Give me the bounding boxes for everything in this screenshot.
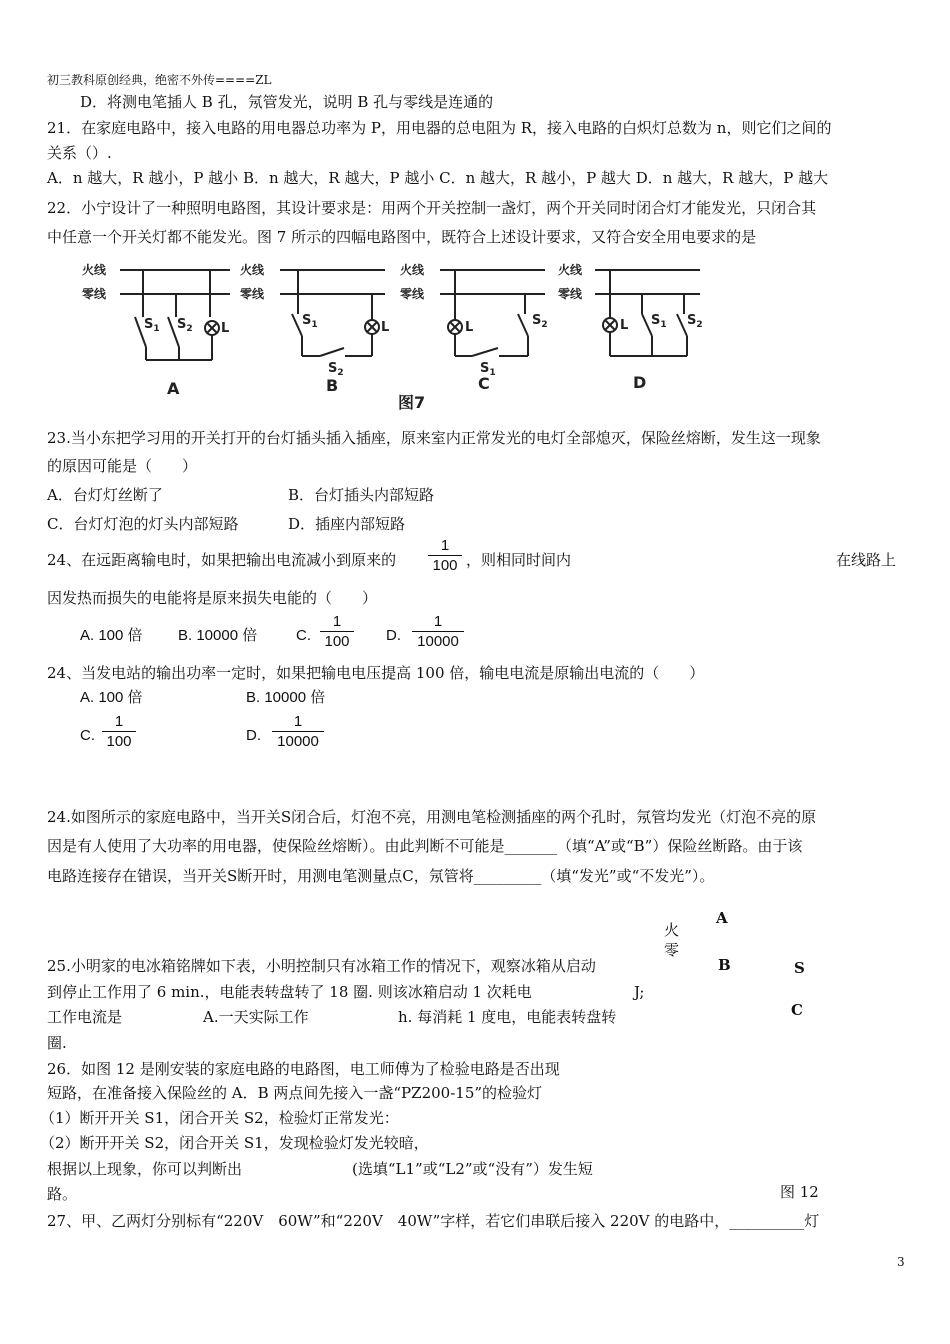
live-wire-label-b: 火线 — [240, 263, 265, 277]
q24c-stem-line2: 因是有人使用了大功率的用电器，使保险丝熔断）。由此判断不可能是_______（填“A”或“B”）保险丝断路。由于该 — [47, 837, 803, 855]
svg-text:S2: $S_2$ — [177, 317, 193, 334]
q24b-stem: 24、当发电站的输出功率一定时，如果把输电电压提高 100 倍，输电电流是原输出电流的（ ） — [47, 664, 705, 682]
q26-step2: （2）断开开关 S2，闭合开关 S1，发现检验灯发光较暗， — [40, 1134, 429, 1152]
q24b-option-b: B. 10000 倍 — [246, 689, 326, 706]
q23-stem-line1: 23.当小东把学习用的开关打开的台灯插头插入插座，原来室内正常发光的电灯全部熄灭，保险丝熔断，发生这一现象 — [47, 429, 821, 447]
live-wire-label-c: 火线 — [400, 263, 425, 277]
q24-stem-line1: 24、在远距离输电时，如果把输出电流减小到原来的 — [47, 551, 397, 569]
q24-stem-line2: 因发热而损失的电能将是原来损失电能的（ ） — [47, 589, 378, 607]
circuit-label-b: B — [326, 376, 339, 395]
q24-option-d-fraction: $\frac{1}{10000}$ — [412, 612, 464, 651]
figure-7-circuits — [80, 252, 720, 412]
q25-stem-line2-unit: J; — [634, 983, 645, 1001]
q23-option-c: C．台灯灯泡的灯头内部短路 — [47, 515, 239, 533]
circuit-label-a: A — [167, 379, 180, 398]
page-header: 初三教科原创经典，绝密不外传====ZL — [47, 73, 272, 87]
svg-text:S2: $S_2$ — [532, 313, 548, 330]
q24b-option-d: D. — [246, 727, 261, 744]
q24b-option-c: C. — [80, 727, 95, 744]
q25-stem-line3-part1: 工作电流是 — [47, 1008, 123, 1026]
q24-option-c: C. — [296, 627, 311, 644]
q27-stem: 27、甲、乙两灯分别标有“220V 60W”和“220V 40W”字样，若它们串联后接入 220V 的电路中，__________灯 — [47, 1212, 820, 1230]
q26-step1: （1）断开开关 S1，闭合开关 S2，检验灯正常发光： — [40, 1109, 399, 1127]
q26-stem-line5-part2: (选填“L1”或“L2”或“没有”）发生短 — [352, 1160, 593, 1178]
live-wire-label-d: 火线 — [558, 263, 583, 277]
fig-neutral-label: 零 — [664, 941, 680, 959]
neutral-wire-label-b: 零线 — [240, 287, 265, 301]
fig-switch-s: S — [794, 959, 805, 977]
q23-option-a: A．台灯灯丝断了 — [47, 486, 163, 504]
q24-option-c-fraction: $\frac{1}{100}$ — [320, 612, 354, 651]
svg-text:L: L — [381, 320, 390, 335]
figure-7-caption: 图7 — [398, 393, 426, 412]
svg-text:L: L — [620, 318, 629, 333]
figure-12-caption: 图 12 — [780, 1183, 819, 1201]
q25-stem-line3-part3: h. 每消耗 1 度电，电能表转盘转 — [398, 1008, 617, 1026]
svg-text:S1: $S_1$ — [651, 313, 667, 330]
q22-stem-line1: 22．小宁设计了一种照明电路图，其设计要求是：用两个开关控制一盏灯，两个开关同时闭合灯才能发光，只闭合其 — [47, 199, 817, 217]
svg-text:L: L — [221, 321, 230, 336]
page-number: 3 — [897, 1255, 905, 1269]
fig-point-c: C — [791, 1001, 803, 1019]
circuit-label-c: C — [478, 374, 490, 393]
q24b-option-a: A. 100 倍 — [80, 689, 143, 706]
q24-stem-line1-post: ，则相同时间内 — [466, 551, 572, 569]
q21-stem-line1: 21．在家庭电路中，接入电路的用电器总功率为 P，用电器的总电阻为 R，接入电路的白炽灯总数为 n，则它们之间的 — [47, 119, 832, 137]
neutral-wire-label-a: 零线 — [82, 287, 107, 301]
q24-stem-line1-tail: 在线路上 — [836, 551, 897, 569]
q24-fraction-1-100: $\frac{1}{100}$ — [428, 536, 462, 575]
q21-options: A．n 越大，R 越小，P 越小 B．n 越大，R 越大，P 越小 C．n 越大，R 越小，P 越大 D．n 越大，R 越大，P 越大 — [47, 169, 829, 187]
fig-live-label: 火 — [664, 921, 680, 939]
svg-text:S1: $S_1$ — [302, 313, 318, 330]
q24b-option-c-fraction: $\frac{1}{100}$ — [102, 712, 136, 751]
q25-stem-line4: 圈. — [47, 1034, 67, 1052]
q24-option-b: B. 10000 倍 — [178, 627, 258, 644]
circuit-label-d: D — [633, 373, 647, 392]
q26-stem-line6: 路。 — [47, 1185, 78, 1203]
svg-text:S1: $S_1$ — [480, 361, 496, 378]
q25-stem-line1: 25.小明家的电冰箱铭牌如下表，小明控制只有冰箱工作的情况下，观察冰箱从启动 — [47, 957, 596, 975]
q26-stem-line1: 26．如图 12 是刚安装的家庭电路的电路图，电工师傅为了检验电路是否出现 — [47, 1060, 560, 1078]
q24-option-d: D. — [386, 627, 401, 644]
svg-text:L: L — [465, 320, 474, 335]
q22-stem-line2: 中任意一个开关灯都不能发光。图 7 所示的四幅电路图中，既符合上述设计要求，又符合安全用电要求的是 — [47, 228, 757, 246]
q24c-stem-line3: 电路连接存在错误，当开关S断开时，用测电笔测量点C，氖管将_________（填“发光”或“不发光”）。 — [47, 867, 715, 885]
q24c-stem-line1: 24.如图所示的家庭电路中，当开关S闭合后，灯泡不亮，用测电笔检测插座的两个孔时，氖管均发光（灯泡不亮的原 — [47, 808, 817, 826]
neutral-wire-label-d: 零线 — [558, 287, 583, 301]
q26-stem-line5-part1: 根据以上现象，你可以判断出 — [47, 1160, 243, 1178]
svg-text:S2: $S_2$ — [328, 361, 344, 378]
q23-option-d: D．插座内部短路 — [288, 515, 406, 533]
neutral-wire-label-c: 零线 — [400, 287, 425, 301]
q23-option-b: B．台灯插头内部短路 — [288, 486, 435, 504]
q21-stem-line2: 关系（）. — [47, 144, 112, 162]
q26-stem-line2: 短路，在准备接入保险丝的 A．B 两点间先接入一盏“PZ200-15”的检验灯 — [47, 1084, 543, 1102]
svg-text:S1: $S_1$ — [144, 317, 160, 334]
q24b-option-d-fraction: $\frac{1}{10000}$ — [272, 712, 324, 751]
q23-stem-line2: 的原因可能是（ ） — [47, 457, 198, 475]
fig-point-b: B — [718, 956, 731, 974]
q24-option-a: A. 100 倍 — [80, 627, 143, 644]
svg-text:S2: $S_2$ — [687, 313, 703, 330]
fig-point-a: A — [716, 909, 728, 927]
live-wire-label-a: 火线 — [82, 263, 107, 277]
q25-stem-line2: 到停止工作用了 6 min.，电能表转盘转了 18 圈. 则该冰箱启动 1 次耗电 — [47, 983, 532, 1001]
q25-stem-line3-part2: A.一天实际工作 — [203, 1008, 309, 1026]
q20-option-d: D．将测电笔插人 B 孔，氖管发光，说明 B 孔与零线是连通的 — [80, 93, 494, 111]
